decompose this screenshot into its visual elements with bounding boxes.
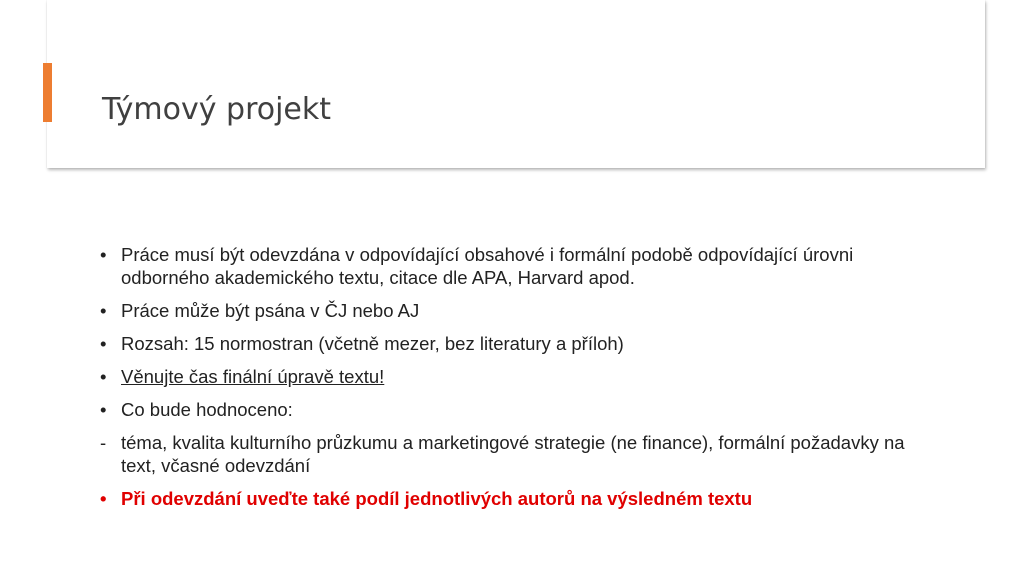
bullet-text: téma, kvalita kulturního průzkumu a marketingové strategie (ne finance), formální požadavky na text, včasné odevzdání [121, 432, 905, 476]
bullet-item-evaluation [100, 398, 940, 421]
title-accent-bar [43, 63, 52, 122]
bullet-text: Rozsah: 15 normostran (včetně mezer, bez literatury a příloh) [121, 333, 624, 354]
dash-item-criteria [100, 431, 940, 477]
bullet-marker: • [100, 300, 107, 321]
dash-marker: - [100, 432, 107, 453]
bullet-text: Co bude hodnoceno: [121, 399, 293, 420]
bullet-marker: • [100, 244, 107, 265]
bullet-marker: • [100, 333, 107, 354]
bullet-text: Při odevzdání uveďte také podíl jednotlivých autorů na výsledném textu [121, 488, 753, 509]
bullet-item-author-share [100, 487, 940, 510]
slide-title: Týmový projekt [102, 92, 332, 127]
bullet-text: Věnujte čas finální úpravě textu! [121, 366, 385, 387]
bullet-item-requirements [100, 243, 940, 289]
bullet-text: Práce musí být odevzdána v odpovídající obsahové i formální podobě odpovídající úrovni odborného akademického textu, citace dle APA, Harvard apod. [121, 244, 854, 288]
bullet-list [100, 243, 940, 520]
bullet-text: Práce může být psána v ČJ nebo AJ [121, 300, 420, 321]
bullet-item-language [100, 299, 940, 322]
bullet-marker: • [100, 366, 107, 387]
bullet-item-length [100, 332, 940, 355]
title-card [47, 0, 985, 168]
bullet-marker: • [100, 488, 107, 509]
bullet-item-final-edit [100, 365, 940, 388]
bullet-marker: • [100, 399, 107, 420]
